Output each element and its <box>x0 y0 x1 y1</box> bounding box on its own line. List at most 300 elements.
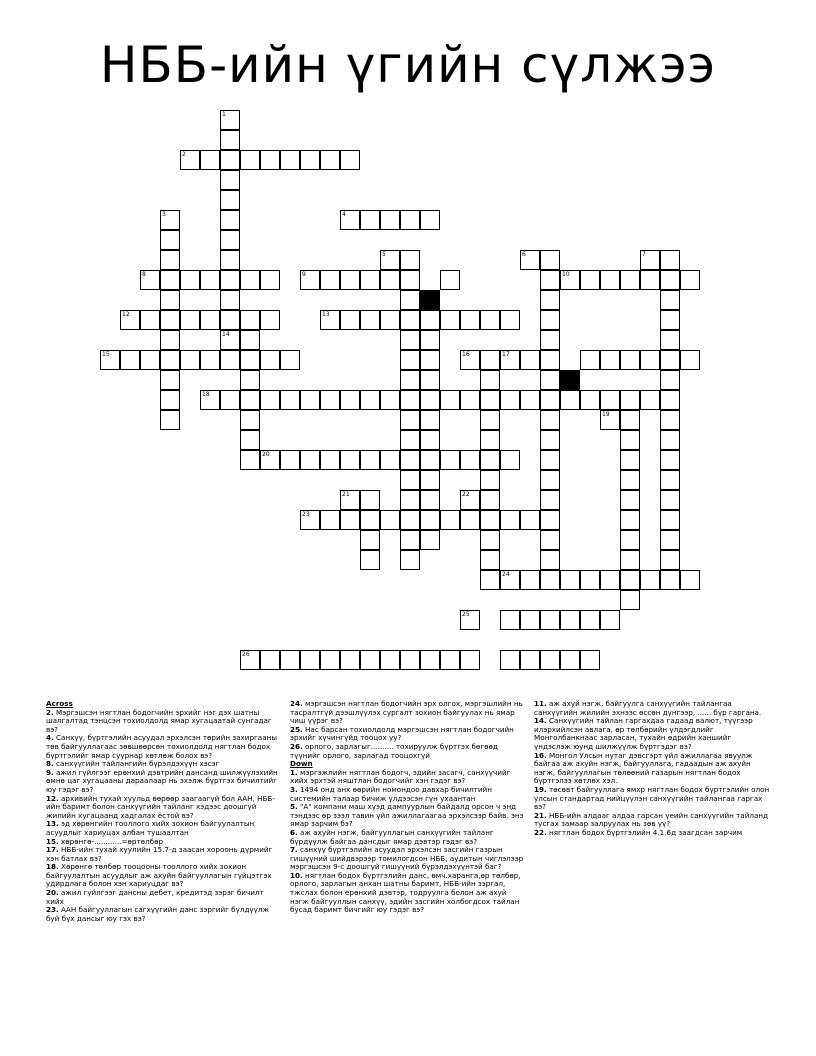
grid-cell[interactable] <box>260 350 280 370</box>
clue-number-5: 5 <box>382 251 386 258</box>
grid-cell[interactable] <box>220 310 240 330</box>
grid-cell[interactable] <box>400 330 420 350</box>
grid-cell[interactable] <box>220 390 240 410</box>
grid-cell[interactable] <box>380 450 400 470</box>
grid-cell[interactable] <box>480 550 500 570</box>
grid-cell[interactable] <box>320 270 340 290</box>
grid-cell[interactable] <box>220 150 240 170</box>
grid-cell[interactable] <box>360 390 380 410</box>
grid-cell[interactable] <box>420 430 440 450</box>
grid-cell[interactable] <box>160 270 180 290</box>
grid-cell[interactable] <box>560 650 580 670</box>
grid-cell[interactable] <box>520 350 540 370</box>
grid-cell[interactable] <box>420 330 440 350</box>
grid-cell[interactable] <box>420 370 440 390</box>
grid-cell[interactable] <box>160 290 180 310</box>
grid-cell[interactable] <box>160 250 180 270</box>
grid-cell[interactable] <box>260 270 280 290</box>
clue-item: 3. 1494 онд анх өөрийн номондоо давхар бичилтийн системийн талаар бичиж үлдээсэн гүн ухаантан <box>290 784 492 803</box>
grid-cell[interactable] <box>480 350 500 370</box>
clue-number-18: 18 <box>202 391 210 398</box>
grid-cell[interactable] <box>540 550 560 570</box>
clue-item: 20. ажил гүйлгээг дансны дебет, кредитэд зэрэг бичилт хийх <box>46 888 264 906</box>
clue-number-10: 10 <box>562 271 570 278</box>
grid-cell[interactable] <box>500 350 520 370</box>
grid-cell[interactable] <box>320 150 340 170</box>
grid-cell[interactable] <box>540 530 560 550</box>
grid-cell[interactable] <box>340 310 360 330</box>
grid-cell[interactable] <box>320 650 340 670</box>
grid-cell[interactable] <box>280 350 300 370</box>
grid-cell[interactable] <box>340 210 360 230</box>
grid-cell[interactable] <box>320 450 340 470</box>
grid-cell[interactable] <box>560 270 580 290</box>
grid-cell[interactable] <box>400 450 420 470</box>
grid-cell[interactable] <box>420 510 440 530</box>
grid-cell[interactable] <box>340 450 360 470</box>
grid-cell[interactable] <box>360 210 380 230</box>
grid-cell[interactable] <box>540 570 560 590</box>
grid-cell[interactable] <box>580 610 600 630</box>
grid-cell[interactable] <box>660 270 680 290</box>
grid-cell[interactable] <box>180 310 200 330</box>
grid-cell[interactable] <box>260 150 280 170</box>
grid-cell[interactable] <box>340 490 360 510</box>
grid-cell[interactable] <box>520 510 540 530</box>
grid-cell[interactable] <box>540 370 560 390</box>
grid-cell[interactable] <box>640 390 660 410</box>
grid-cell[interactable] <box>560 610 580 630</box>
grid-cell[interactable] <box>400 410 420 430</box>
grid-cell[interactable] <box>200 310 220 330</box>
clue-item: 11. аж ахуй нэгж, байгуулга санхүүгийн тайлангаа санхүүгийн жилийн эхнээс өссөн дүнгээр, ...... бүр гаргана. <box>534 699 762 717</box>
grid-cell[interactable] <box>220 270 240 290</box>
grid-cell[interactable] <box>300 450 320 470</box>
grid-cell[interactable] <box>380 310 400 330</box>
grid-cell[interactable] <box>220 330 240 350</box>
grid-cell[interactable] <box>660 350 680 370</box>
grid-cell[interactable] <box>180 150 200 170</box>
grid-cell[interactable] <box>360 510 380 530</box>
grid-cell[interactable] <box>540 290 560 310</box>
grid-cell[interactable] <box>120 350 140 370</box>
grid-cell[interactable] <box>380 650 400 670</box>
grid-cell[interactable] <box>660 490 680 510</box>
grid-cell[interactable] <box>140 350 160 370</box>
grid-cell[interactable] <box>260 450 280 470</box>
grid-cell[interactable] <box>220 170 240 190</box>
clue-number-14: 14 <box>222 331 230 338</box>
grid-cell[interactable] <box>580 350 600 370</box>
clue-item: 1. мэргэжлийн нягтлан бодогч, эдийн засагч, санхүүчийг хийх эрхтэй няштлан бодогчийг хэн гэдэг вэ? <box>290 767 511 786</box>
grid-cell[interactable] <box>160 410 180 430</box>
grid-cell[interactable] <box>500 390 520 410</box>
clue-item: 5. "А" компани маш хүэд дампуурлын байдалд орсон ч энд тэндээс өр зээл тавин үйл ажиллагаагаа эрхэлсээр байв. энэ ямар зарчим бэ? <box>290 802 524 829</box>
page-title: НББ-ийн үгийн сүлжээ <box>99 36 717 94</box>
grid-cell[interactable] <box>240 330 260 350</box>
grid-cell[interactable] <box>320 390 340 410</box>
grid-cell[interactable] <box>120 310 140 330</box>
grid-cell[interactable] <box>680 270 700 290</box>
grid-cell[interactable] <box>540 270 560 290</box>
grid-cell[interactable] <box>240 450 260 470</box>
grid-cell[interactable] <box>620 570 640 590</box>
grid-cell[interactable] <box>160 310 180 330</box>
grid-cell[interactable] <box>400 490 420 510</box>
grid-cell[interactable] <box>220 190 240 210</box>
grid-cell[interactable] <box>300 510 320 530</box>
clue-number-7: 7 <box>642 251 646 258</box>
grid-cell[interactable] <box>680 350 700 370</box>
grid-cell[interactable] <box>500 310 520 330</box>
grid-cell[interactable] <box>620 590 640 610</box>
clue-number-8: 8 <box>142 271 146 278</box>
clues-column-3 <box>534 700 770 838</box>
grid-cell[interactable] <box>480 510 500 530</box>
clue-item: 9. ажил гүйлгээг ерөнхий дэвтрийн дансанд шилжүүлэхийн өмнө цаг хугацааны дараалаар нь эхэлж бүртгэх бичилтийг юу гэдэг вэ? <box>46 767 278 794</box>
grid-cell[interactable] <box>600 570 620 590</box>
grid-cell[interactable] <box>540 330 560 350</box>
grid-cell[interactable] <box>300 270 320 290</box>
grid-cell[interactable] <box>220 290 240 310</box>
grid-cell[interactable] <box>600 390 620 410</box>
grid-cell[interactable] <box>220 230 240 250</box>
grid-cell[interactable] <box>620 470 640 490</box>
clue-number-4: 4 <box>342 211 346 218</box>
grid-cell[interactable] <box>580 270 600 290</box>
clue-number-17: 17 <box>502 351 510 358</box>
grid-cell[interactable] <box>540 410 560 430</box>
grid-cell[interactable] <box>160 330 180 350</box>
grid-cell[interactable] <box>460 310 480 330</box>
grid-cell[interactable] <box>620 490 640 510</box>
grid-cell[interactable] <box>420 490 440 510</box>
grid-cell[interactable] <box>360 310 380 330</box>
grid-cell[interactable] <box>400 510 420 530</box>
clue-number-9: 9 <box>302 271 306 278</box>
grid-cell[interactable] <box>400 290 420 310</box>
grid-cell[interactable] <box>520 250 540 270</box>
grid-cell[interactable] <box>460 390 480 410</box>
grid-cell[interactable] <box>160 350 180 370</box>
clue-item: 25. Нас барсан тохиолдолд мэргэшсэн нягтлан бодогчийн эрхийг хүчингүйд тооцох уу? <box>290 724 514 743</box>
clue-item: 15. хөрөнгө-............=өртөлбөр <box>46 836 164 846</box>
grid-cell[interactable] <box>380 210 400 230</box>
grid-cell[interactable] <box>280 150 300 170</box>
clue-number-2: 2 <box>182 151 186 158</box>
grid-cell[interactable] <box>240 150 260 170</box>
clue-item: 26. орлого, зарлагыг.......... тохируулж бүртгэх бөгөөд түүнийг орлого, зарлагад тооцохгүй <box>290 741 498 760</box>
grid-cell[interactable] <box>480 450 500 470</box>
grid-cell[interactable] <box>240 390 260 410</box>
grid-cell[interactable] <box>560 390 580 410</box>
grid-cell[interactable] <box>660 370 680 390</box>
clue-number-20: 20 <box>262 451 270 458</box>
grid-cell[interactable] <box>400 530 420 550</box>
grid-cell[interactable] <box>480 390 500 410</box>
grid-cell[interactable] <box>660 290 680 310</box>
grid-cell[interactable] <box>160 390 180 410</box>
grid-cell[interactable] <box>620 350 640 370</box>
grid-cell[interactable] <box>200 270 220 290</box>
grid-cell[interactable] <box>500 610 520 630</box>
grid-cell[interactable] <box>260 650 280 670</box>
grid-cell[interactable] <box>460 610 480 630</box>
grid-cell[interactable] <box>280 650 300 670</box>
grid-cell[interactable] <box>520 570 540 590</box>
grid-cell[interactable] <box>520 390 540 410</box>
grid-cell[interactable] <box>220 130 240 150</box>
grid-cell[interactable] <box>480 310 500 330</box>
grid-cell[interactable] <box>480 490 500 510</box>
grid-cell[interactable] <box>400 650 420 670</box>
grid-cell[interactable] <box>400 270 420 290</box>
clue-number-12: 12 <box>122 311 130 318</box>
grid-cell[interactable] <box>360 550 380 570</box>
grid-cell[interactable] <box>660 570 680 590</box>
grid-cell[interactable] <box>360 450 380 470</box>
grid-cell[interactable] <box>620 550 640 570</box>
clue-item: 2. Мэргэшсэн нягтлан бодогчийн эрхийг нэг дэх шатны шалгалтад тэнцсэн тохиолдолд ямар хугацаатай сунгадаг вэ? <box>46 707 272 734</box>
grid-cell[interactable] <box>240 350 260 370</box>
grid-cell[interactable] <box>220 110 240 130</box>
grid-cell[interactable] <box>180 350 200 370</box>
grid-cell[interactable] <box>420 450 440 470</box>
clues-column-2 <box>290 700 526 915</box>
grid-cell[interactable] <box>580 570 600 590</box>
grid-cell[interactable] <box>400 250 420 270</box>
grid-cell[interactable] <box>340 650 360 670</box>
grid-cell[interactable] <box>400 310 420 330</box>
clue-number-24: 24 <box>502 571 510 578</box>
down-heading: Down <box>290 759 313 769</box>
grid-cell[interactable] <box>560 570 580 590</box>
grid-cell[interactable] <box>640 250 660 270</box>
grid-cell[interactable] <box>660 330 680 350</box>
clue-item: 17. НББ-ийн тухай хуулийн 15.7-д заасан хороонь дүрмийг хэн батлах вэ? <box>46 845 273 863</box>
grid-cell[interactable] <box>600 350 620 370</box>
grid-cell[interactable] <box>660 470 680 490</box>
grid-cell[interactable] <box>640 350 660 370</box>
grid-cell[interactable] <box>400 470 420 490</box>
grid-cell[interactable] <box>460 650 480 670</box>
clue-number-19: 19 <box>602 411 610 418</box>
grid-cell[interactable] <box>380 510 400 530</box>
grid-cell[interactable] <box>260 390 280 410</box>
clues-column-1 <box>46 700 282 923</box>
grid-cell[interactable] <box>420 210 440 230</box>
grid-block-cell <box>560 370 580 390</box>
clue-item: 23. ААН байгууллагын сагхүүгийн данс зэргийг бүлдүүлж буй бүх дансыг юу гэх вэ? <box>46 905 270 923</box>
grid-cell[interactable] <box>600 410 620 430</box>
grid-cell[interactable] <box>280 450 300 470</box>
grid-cell[interactable] <box>300 150 320 170</box>
grid-cell[interactable] <box>520 650 540 670</box>
grid-cell[interactable] <box>480 530 500 550</box>
grid-cell[interactable] <box>620 410 640 430</box>
grid-cell[interactable] <box>600 270 620 290</box>
clue-number-21: 21 <box>342 491 350 498</box>
grid-cell[interactable] <box>360 270 380 290</box>
grid-cell[interactable] <box>160 210 180 230</box>
grid-cell[interactable] <box>660 550 680 570</box>
clue-item: 24. мэргэшсэн нягтлан бодогчийн эрх олгох, мэргэшлийн нь тасралтгүй дээшлүүлэх сургалт зохион байгуулах нь ямар чиш үүрэг вэ? <box>290 699 523 726</box>
grid-cell[interactable] <box>640 570 660 590</box>
grid-cell[interactable] <box>420 530 440 550</box>
clue-number-15: 15 <box>102 351 110 358</box>
clue-item: 19. төсөвт байгууллага ямхр нягтлан бодох бүртгэлийн олон улсын стандартад нийцүүлэн санхүүгийн тайлангаа гаргах вэ? <box>534 784 770 812</box>
clue-item: 18. Хөрөнгө төлбөр тооцооны тооллого хийх зохион байгуулалтын асуудлыг аж ахуйн байгууллагын гүйцэтгэх удирдлага болон хэн хариуцдаг вэ? <box>46 862 272 889</box>
grid-cell[interactable] <box>240 430 260 450</box>
grid-cell[interactable] <box>500 510 520 530</box>
grid-cell[interactable] <box>340 510 360 530</box>
grid-cell[interactable] <box>660 390 680 410</box>
grid-cell[interactable] <box>160 230 180 250</box>
grid-cell[interactable] <box>500 570 520 590</box>
grid-cell[interactable] <box>200 150 220 170</box>
grid-cell[interactable] <box>420 350 440 370</box>
grid-cell[interactable] <box>540 250 560 270</box>
grid-cell[interactable] <box>360 650 380 670</box>
grid-cell[interactable] <box>460 350 480 370</box>
grid-cell[interactable] <box>160 370 180 390</box>
grid-cell[interactable] <box>620 450 640 470</box>
grid-cell[interactable] <box>500 450 520 470</box>
grid-cell[interactable] <box>440 390 460 410</box>
grid-cell[interactable] <box>680 570 700 590</box>
grid-cell[interactable] <box>420 410 440 430</box>
grid-cell[interactable] <box>400 350 420 370</box>
grid-cell[interactable] <box>480 430 500 450</box>
grid-cell[interactable] <box>440 310 460 330</box>
grid-cell[interactable] <box>440 510 460 530</box>
grid-cell[interactable] <box>300 650 320 670</box>
grid-cell[interactable] <box>540 430 560 450</box>
grid-cell[interactable] <box>340 270 360 290</box>
grid-cell[interactable] <box>660 450 680 470</box>
grid-cell[interactable] <box>540 610 560 630</box>
grid-block-cell <box>420 290 440 310</box>
grid-cell[interactable] <box>200 350 220 370</box>
grid-cell[interactable] <box>320 310 340 330</box>
grid-cell[interactable] <box>400 370 420 390</box>
grid-cell[interactable] <box>380 270 400 290</box>
grid-cell[interactable] <box>320 510 340 530</box>
grid-cell[interactable] <box>280 390 300 410</box>
grid-cell[interactable] <box>620 390 640 410</box>
grid-cell[interactable] <box>620 530 640 550</box>
grid-cell[interactable] <box>600 610 620 630</box>
grid-cell[interactable] <box>400 210 420 230</box>
clue-item: 10. нягтлан бодох бүртгэлийн данс, өмч.харанга,өр төлбөр, орлого, зарлагын анхан шатны баримт, НББ-ийн зэргал, тжслах болон ерөнхий дэвтэр, тодруулга болон аж ахуй нэгж байгууллын санхүү, эдийн засгийн холбогдсох тайлан бусад баримт бичгийг юу гэдэг вэ? <box>290 870 521 915</box>
grid-cell[interactable] <box>400 390 420 410</box>
grid-cell[interactable] <box>660 250 680 270</box>
grid-cell[interactable] <box>440 650 460 670</box>
grid-cell[interactable] <box>420 650 440 670</box>
grid-cell[interactable] <box>380 250 400 270</box>
grid-cell[interactable] <box>380 390 400 410</box>
grid-cell[interactable] <box>620 510 640 530</box>
grid-cell[interactable] <box>540 470 560 490</box>
grid-cell[interactable] <box>660 510 680 530</box>
grid-cell[interactable] <box>440 450 460 470</box>
grid-cell[interactable] <box>540 350 560 370</box>
grid-cell[interactable] <box>660 310 680 330</box>
grid-cell[interactable] <box>240 410 260 430</box>
grid-cell[interactable] <box>480 370 500 390</box>
grid-cell[interactable] <box>200 390 220 410</box>
clue-number-3: 3 <box>162 211 166 218</box>
grid-cell[interactable] <box>140 270 160 290</box>
grid-cell[interactable] <box>540 490 560 510</box>
grid-cell[interactable] <box>400 550 420 570</box>
grid-cell[interactable] <box>220 350 240 370</box>
grid-cell[interactable] <box>340 390 360 410</box>
grid-cell[interactable] <box>420 470 440 490</box>
grid-cell[interactable] <box>360 530 380 550</box>
grid-cell[interactable] <box>240 270 260 290</box>
grid-cell[interactable] <box>340 150 360 170</box>
across-heading: Across <box>46 699 73 708</box>
grid-cell[interactable] <box>580 390 600 410</box>
grid-cell[interactable] <box>580 650 600 670</box>
grid-cell[interactable] <box>220 250 240 270</box>
grid-cell[interactable] <box>460 490 480 510</box>
grid-cell[interactable] <box>540 310 560 330</box>
grid-cell[interactable] <box>140 310 160 330</box>
grid-cell[interactable] <box>540 450 560 470</box>
clue-item: 14. Санхүүгийн тайлан гаргахдаа гадаад валют, түүгээр илэрхийлсэн авлага, өр төлбөрийн үлдэгдлийг Монголбанкнаас зарласан, тухайн өдрийн ханшийг үндэслэж юунд шилжүүлж бүртгэдэг вэ? <box>534 716 753 751</box>
grid-cell[interactable] <box>240 650 260 670</box>
grid-cell[interactable] <box>420 390 440 410</box>
grid-cell[interactable] <box>440 270 460 290</box>
grid-cell[interactable] <box>460 510 480 530</box>
grid-cell[interactable] <box>420 310 440 330</box>
grid-cell[interactable] <box>100 350 120 370</box>
clue-number-22: 22 <box>462 491 470 498</box>
grid-cell[interactable] <box>400 430 420 450</box>
grid-cell[interactable] <box>300 390 320 410</box>
clue-item: 22. нягтлан бодох бүртгэлийн 4.1.6д заагдсан зарчим <box>534 827 743 837</box>
clue-item: 7. санхүү бүртгэлийн асуудал эрхэлсэн засгийн газрын гишүүний шийдвэрээр томилогдсон НББ, аудитын чиглэлээр мэргэшсэн 9-с доошгүй гишүүний бүрэлдэхүүнтэй баг? <box>290 845 524 872</box>
clue-number-11: 11 <box>422 291 430 298</box>
grid-cell[interactable] <box>480 570 500 590</box>
grid-cell[interactable] <box>220 210 240 230</box>
grid-cell[interactable] <box>660 430 680 450</box>
grid-cell[interactable] <box>360 490 380 510</box>
grid-cell[interactable] <box>240 310 260 330</box>
grid-cell[interactable] <box>240 370 260 390</box>
grid-cell[interactable] <box>480 410 500 430</box>
grid-cell[interactable] <box>620 270 640 290</box>
grid-cell[interactable] <box>460 450 480 470</box>
clue-item: 16. Монгол Улсын нутаг дэвсгэрт үйл ажиллагаа явуулж байгаа аж ахуйн нэгж, байгууллага, гадаадын аж ахуйн нэгж, байгууллагын төлөөний газарын нягтлан бодох бүртгэлээ хөтлөх хэл. <box>534 750 753 786</box>
clue-number-25: 25 <box>462 611 470 618</box>
grid-cell[interactable] <box>660 530 680 550</box>
grid-cell[interactable] <box>660 410 680 430</box>
grid-cell[interactable] <box>620 430 640 450</box>
grid-cell[interactable] <box>500 650 520 670</box>
grid-cell[interactable] <box>180 270 200 290</box>
grid-cell[interactable] <box>640 270 660 290</box>
grid-cell[interactable] <box>260 310 280 330</box>
grid-cell[interactable] <box>540 650 560 670</box>
grid-cell[interactable] <box>540 390 560 410</box>
grid-cell[interactable] <box>540 510 560 530</box>
grid-cell[interactable] <box>480 470 500 490</box>
grid-cell[interactable] <box>520 610 540 630</box>
clue-item: 12. архивийн тухай хуульд өөрөөр заагаагүй бол ААН, НББ-ийн баримт болон санхүүгийн тайланг хэдээс доошгүй жилийн хугацаанд хадгалах ёстой вэ? <box>46 793 275 820</box>
